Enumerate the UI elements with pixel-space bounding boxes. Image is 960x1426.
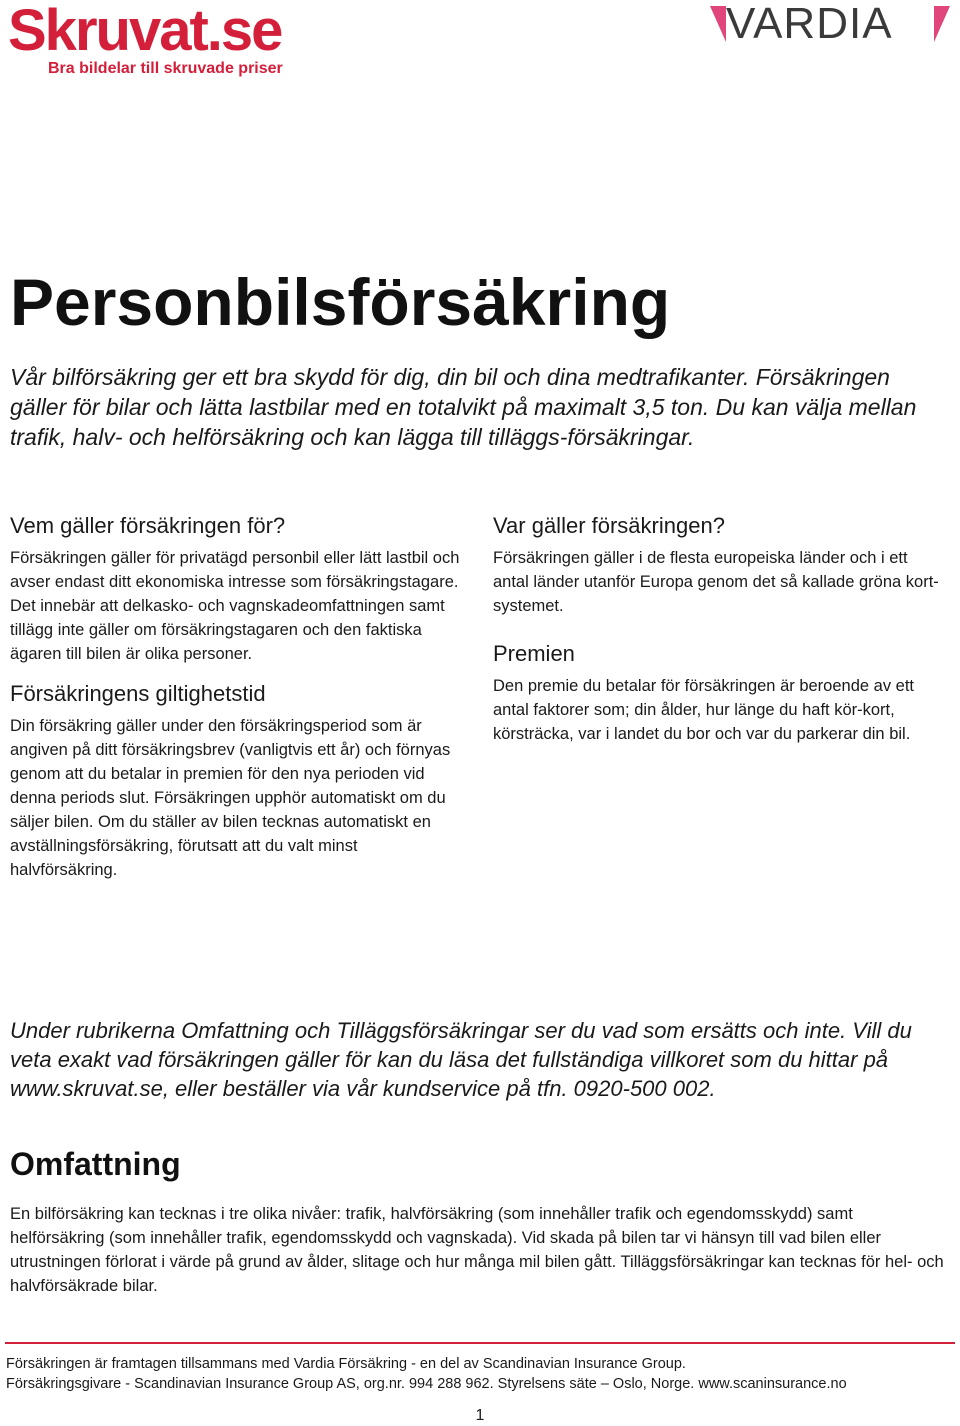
section-premien-heading: Premien [493,641,575,666]
page-title: Personbilsförsäkring [10,265,671,339]
section-var-heading: Var gäller försäkringen? [493,513,725,538]
section-vem [10,512,465,666]
vardia-logo [710,0,950,48]
vardia-left-mark-icon [710,6,726,42]
intro-text: Vår bilförsäkring ger ett bra skydd för dig, din bil och dina medtrafikanter. Försäkringen gäller för bilar och lätta lastbilar med en totalvikt på maximalt 3,5 ton. Du kan välja mellan trafik, halv- och helförsäkring och kan lägga till tilläggs-försäkringar. [10,364,917,450]
omfattning-body: En bilförsäkring kan tecknas i tre olika nivåer: trafik, halvförsäkring (som innehåller trafik och egendomsskydd) samt helförsäkring (som innehåller trafik, egendomsskydd och vagnskada). Vid skada på bilen tar vi hänsyn till vad bilen eller utrustningen förlorat i värde på grund av ålder, slitage och hur många mil bilen gått. Tilläggsförsäkringar kan tecknas för hel- och halvförsäkrade bilar. [10,1205,944,1295]
section-vem-body: Försäkringen gäller för privatägd personbil eller lätt lastbil och avser endast ditt ekonomiska intresse som försäkringstagare. Det innebär att delkasko- och vagnskadeomfattningen samt tillägg inte gäller om försäkringstagaren och den faktiska ägaren till bilen är olika personer. [10,549,460,663]
omfattning-heading: Omfattning [10,1146,181,1182]
section-var-body: Försäkringen gäller i de flesta europeiska länder och i ett antal länder utanför Europa genom det så kallade gröna kort-systemet. [493,549,939,615]
right-column [493,512,943,760]
info-note: Under rubrikerna Omfattning och Tilläggsförsäkringar ser du vad som ersätts och inte. Vill du veta exakt vad försäkringen gäller för kan du läsa det fullständiga villkoret som du hittar på www.skruvat.se, eller beställer via vår kundservice på tfn. 0920-500 002. [10,1018,912,1101]
vardia-logo-text: VARDIA [726,0,893,48]
footer-divider [5,1342,955,1344]
section-premien [493,640,943,746]
footer [6,1354,956,1394]
section-giltighet-heading: Försäkringens giltighetstid [10,681,266,706]
skruvat-logo [8,2,348,82]
skruvat-tagline: Bra bildelar till skruvade priser [48,60,283,77]
section-premien-body: Den premie du betalar för försäkringen är beroende av ett antal faktorer som; din ålder, hur länge du haft kör-kort, körsträcka, var i landet du bor och var du parkerar din bil. [493,677,914,743]
footer-line-1: Försäkringen är framtagen tillsammans med Vardia Försäkring - en del av Scandinavian Insurance Group. [6,1356,686,1372]
section-vem-heading: Vem gäller försäkringen för? [10,513,286,538]
section-giltighet-body: Din försäkring gäller under den försäkringsperiod som är angiven på ditt försäkringsbrev (vanligtvis ett år) och förnyas genom att du betalar in premien för den nya perioden vid denna periods slut. Försäkringen upphör automatiskt om du säljer bilen. Om du ställer av bilen tecknas automatiskt en avställningsförsäkring, förutsatt att du valt minst halvförsäkring. [10,717,451,879]
skruvat-logo-text: Skruvat.se [8,0,282,63]
page-number: 1 [475,1407,485,1424]
section-var [493,512,943,618]
vardia-right-mark-icon [934,6,950,42]
section-giltighet [10,680,465,882]
footer-line-2: Försäkringsgivare - Scandinavian Insurance Group AS, org.nr. 994 288 962. Styrelsens säte – Oslo, Norge. www.scaninsurance.no [6,1376,847,1392]
left-column [10,512,465,896]
